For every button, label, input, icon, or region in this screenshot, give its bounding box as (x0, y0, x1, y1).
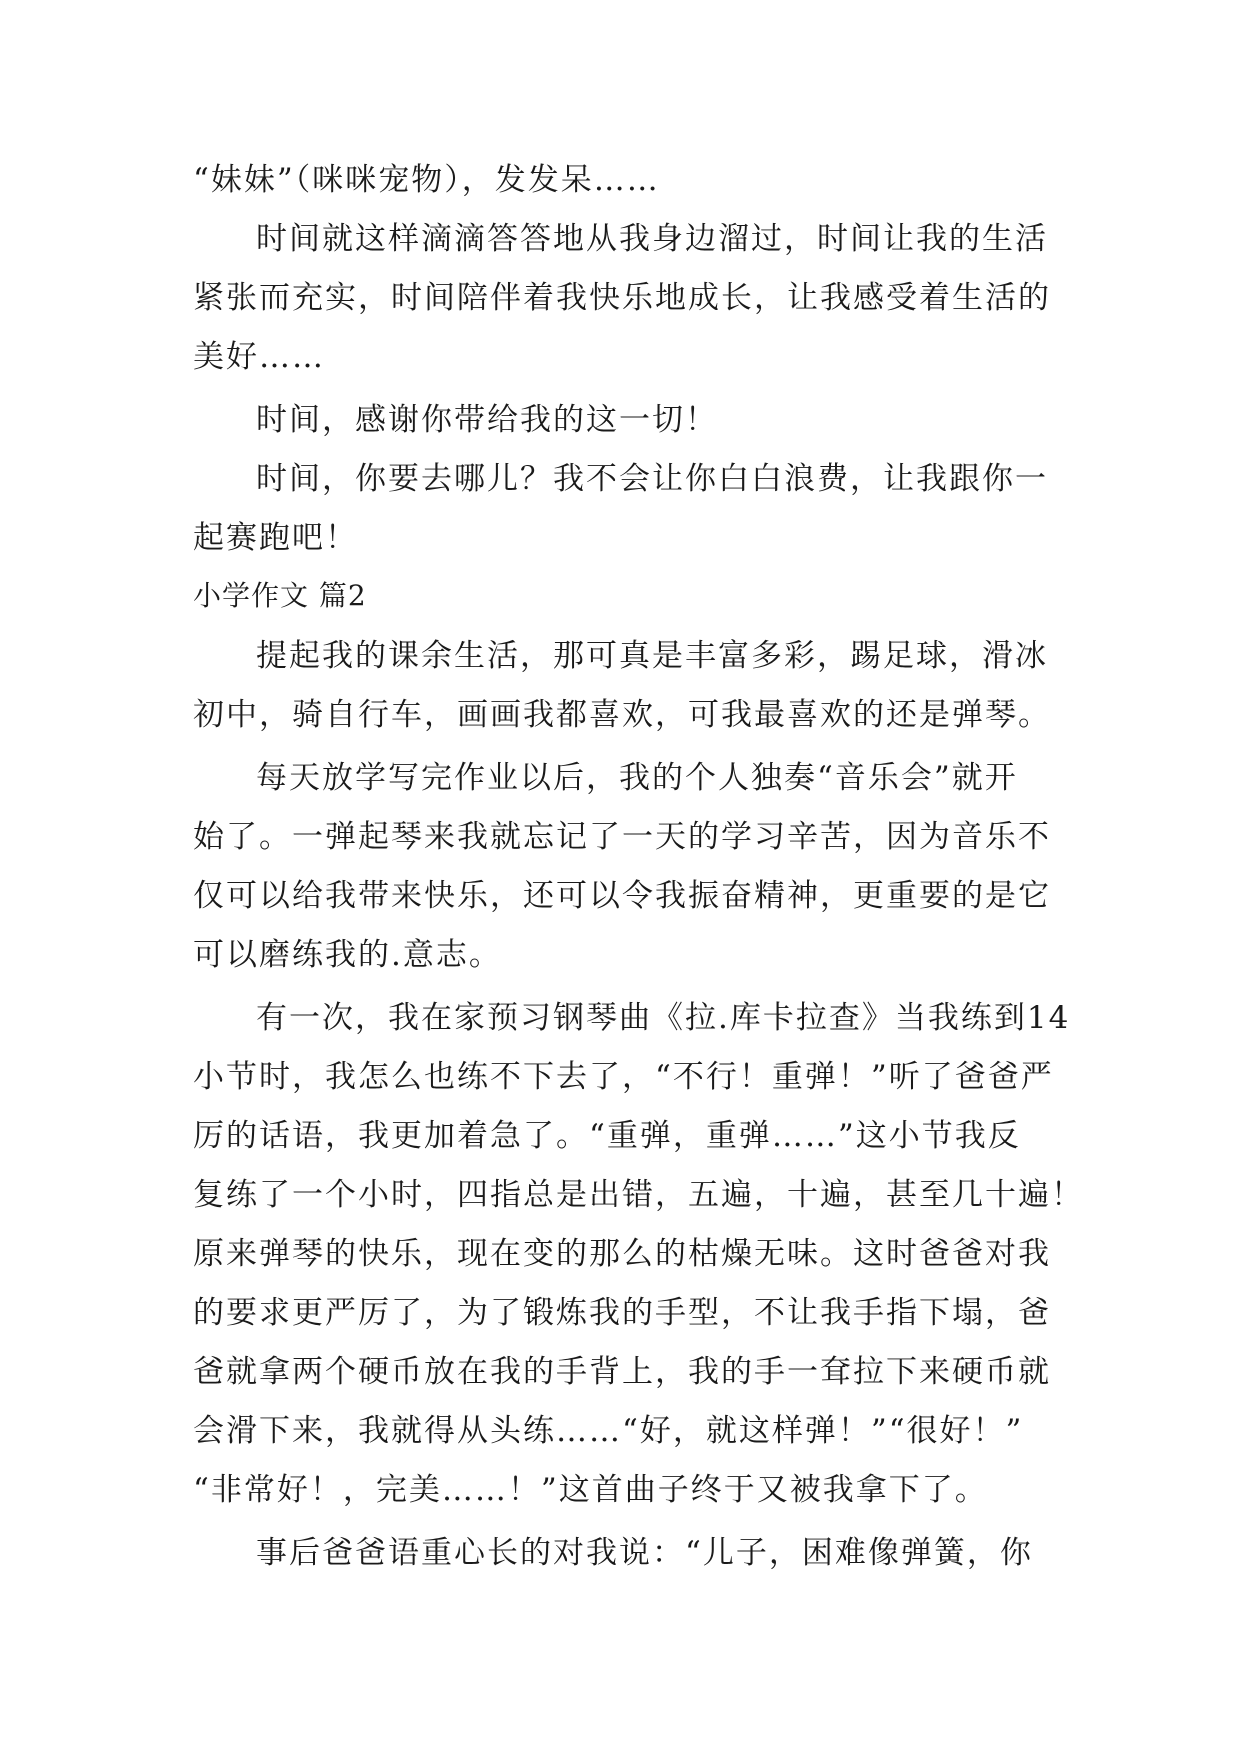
text-line: 提起我的课余生活，那可真是丰富多彩，踢足球，滑冰 (256, 638, 1048, 674)
text-line: 会滑下来，我就得从头练……“好，就这样弹！”“很好！” (193, 1413, 1024, 1449)
text-line: 复练了一个小时，四指总是出错，五遍，十遍，甚至几十遍！ (193, 1177, 1084, 1213)
text-line: 小节时，我怎么也练不下去了，“不行！重弹！”听了爸爸严 (193, 1059, 1054, 1095)
text-line: 始了。一弹起琴来我就忘记了一天的学习辛苦，因为音乐不 (193, 819, 1051, 855)
text-line: “非常好！，完美……！”这首曲子终于又被我拿下了。 (193, 1472, 988, 1508)
text-line: 起赛跑吧！ (193, 520, 358, 556)
text-line: 时间，你要去哪儿？我不会让你白白浪费，让我跟你一 (256, 461, 1048, 497)
text-line: 时间就这样滴滴答答地从我身边溜过，时间让我的生活 (256, 221, 1048, 257)
text-line: 初中，骑自行车，画画我都喜欢，可我最喜欢的还是弹琴。 (193, 697, 1051, 733)
text-line: 事后爸爸语重心长的对我说：“儿子，困难像弹簧，你 (256, 1535, 1033, 1571)
text-line: 仅可以给我带来快乐，还可以令我振奋精神，更重要的是它 (193, 878, 1051, 914)
text-line: 美好…… (193, 339, 325, 375)
text-line: 的要求更严厉了，为了锻炼我的手型，不让我手指下塌，爸 (193, 1295, 1051, 1331)
text-line: 厉的话语，我更加着急了。“重弹，重弹……”这小节我反 (193, 1118, 1021, 1154)
text-line: 紧张而充实，时间陪伴着我快乐地成长，让我感受着生活的 (193, 280, 1051, 316)
text-line: 每天放学写完作业以后，我的个人独奏“音乐会”就开 (256, 760, 1018, 796)
text-line: 有一次，我在家预习钢琴曲《拉.库卡拉查》当我练到14 (256, 1000, 1071, 1036)
text-line: 爸就拿两个硬币放在我的手背上，我的手一耷拉下来硬币就 (193, 1354, 1051, 1390)
text-line: 时间，感谢你带给我的这一切！ (256, 402, 718, 438)
text-line: “妹妹”（咪咪宠物），发发呆…… (193, 162, 660, 198)
text-line: 原来弹琴的快乐，现在变的那么的枯燥无味。这时爸爸对我 (193, 1236, 1051, 1272)
text-line: 可以磨练我的.意志。 (193, 937, 502, 973)
section-heading: 小学作文 篇2 (193, 579, 367, 612)
